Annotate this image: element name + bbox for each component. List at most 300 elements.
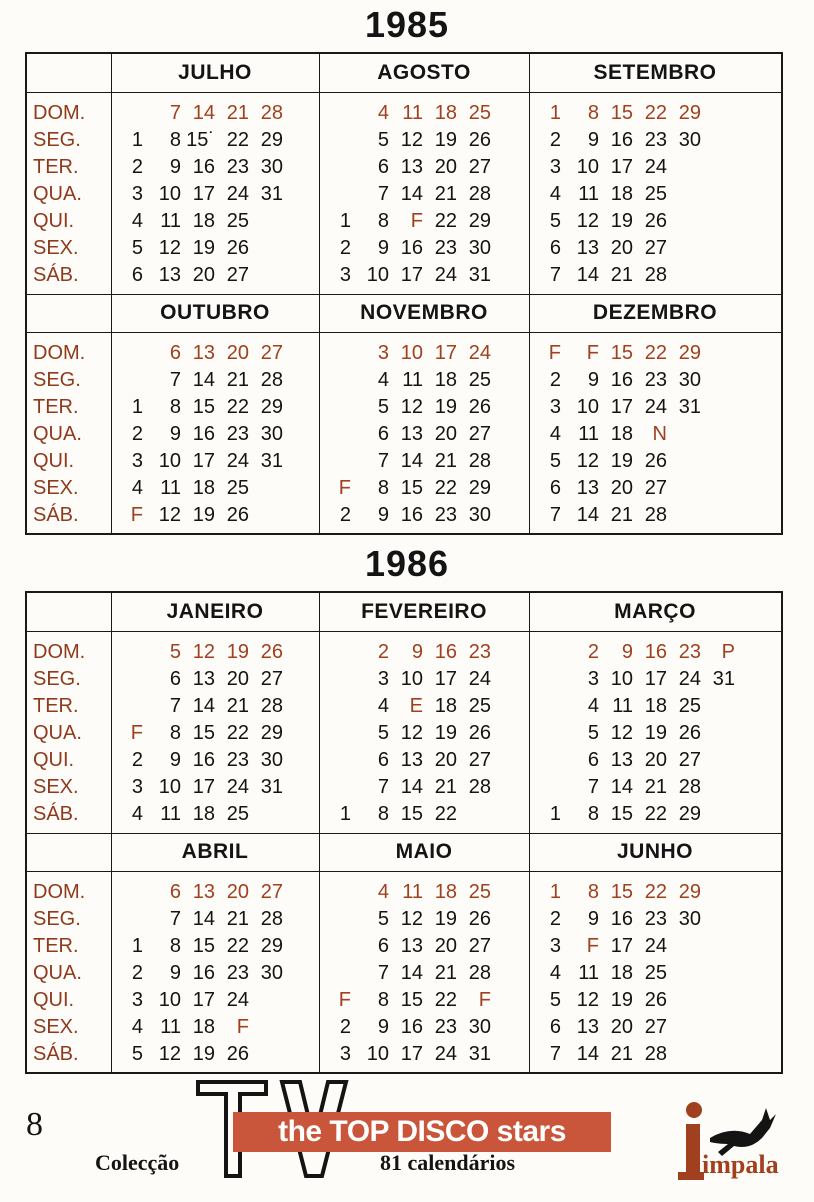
date-cell: 24 <box>226 776 249 798</box>
date-cell: 28 <box>644 504 667 526</box>
date-cell: 5 <box>169 641 181 663</box>
week-row <box>111 448 319 475</box>
date-cell: 10 <box>576 396 599 418</box>
weekday-label: DOM. <box>33 641 86 663</box>
weekday-label: TER. <box>33 935 79 957</box>
date-cell: 24 <box>468 342 491 364</box>
date-cell: 29 <box>260 396 283 418</box>
date-cell: 15˙ <box>186 129 215 151</box>
date-cell: 21 <box>434 776 457 798</box>
header-divider <box>27 631 781 632</box>
month-dates <box>319 340 529 529</box>
month-name: OUTUBRO <box>160 301 270 324</box>
date-cell: 20 <box>226 342 249 364</box>
date-cell: 20 <box>610 1016 633 1038</box>
week-row <box>529 127 781 154</box>
date-cell: 6 <box>131 264 143 286</box>
date-cell: 2 <box>377 641 389 663</box>
week-row <box>111 475 319 502</box>
date-cell: 31 <box>260 450 283 472</box>
date-cell: 13 <box>576 477 599 499</box>
date-cell: 20 <box>192 264 215 286</box>
weekday-label: SEX. <box>33 237 79 259</box>
date-cell: 12 <box>400 129 423 151</box>
date-cell: 12 <box>400 722 423 744</box>
weekday-label: QUA. <box>33 722 82 744</box>
date-cell: 18 <box>610 183 633 205</box>
date-cell: 3 <box>131 183 143 205</box>
date-cell: 23 <box>226 423 249 445</box>
date-cell: 28 <box>468 962 491 984</box>
year-1985-title: 1985 <box>364 4 450 45</box>
date-cell: 6 <box>169 668 181 690</box>
date-cell: 25 <box>644 962 667 984</box>
holiday-mark: F <box>586 342 599 364</box>
date-cell: 21 <box>226 102 249 124</box>
month-name: NOVEMBRO <box>360 301 488 324</box>
date-cell: 9 <box>587 129 599 151</box>
date-cell: 12 <box>158 504 181 526</box>
date-cell: 4 <box>131 1016 143 1038</box>
date-cell: 10 <box>158 776 181 798</box>
date-cell: 18 <box>434 695 457 717</box>
date-cell: 9 <box>377 504 389 526</box>
week-row <box>529 340 781 367</box>
week-row <box>529 502 781 529</box>
date-cell: 31 <box>712 668 735 690</box>
date-cell: 26 <box>226 237 249 259</box>
date-cell: 18 <box>610 962 633 984</box>
week-row <box>319 747 529 774</box>
date-cell: 11 <box>612 695 633 717</box>
weekday-label: SÁB. <box>33 264 79 286</box>
date-cell: 15 <box>610 102 633 124</box>
date-cell: 13 <box>158 264 181 286</box>
weekday-label: QUI. <box>33 749 75 771</box>
date-cell: 7 <box>169 695 181 717</box>
date-cell: 1 <box>131 396 143 418</box>
date-cell: 17 <box>192 776 215 798</box>
date-cell: 11 <box>160 477 181 499</box>
date-cell: 17 <box>434 342 457 364</box>
date-cell: 22 <box>644 881 667 903</box>
date-cell: 6 <box>377 156 389 178</box>
date-cell: 15 <box>192 722 215 744</box>
week-row <box>529 693 781 720</box>
date-cell: 20 <box>610 237 633 259</box>
date-cell: 17 <box>610 396 633 418</box>
week-row <box>111 747 319 774</box>
date-cell: 14 <box>400 962 423 984</box>
weekday-label: SEG. <box>33 668 81 690</box>
date-cell: 21 <box>610 504 633 526</box>
date-cell: 18 <box>434 369 457 391</box>
date-cell: 14 <box>576 504 599 526</box>
date-cell: 9 <box>377 1016 389 1038</box>
holiday-mark: F <box>586 935 599 957</box>
date-cell: 6 <box>549 237 561 259</box>
date-cell: 7 <box>169 908 181 930</box>
week-row <box>319 960 529 987</box>
week-row <box>111 421 319 448</box>
date-cell: 2 <box>549 129 561 151</box>
year-1986-block <box>25 591 783 1074</box>
collection-label: Colecção <box>95 1150 180 1175</box>
date-cell: 14 <box>576 264 599 286</box>
month-name: MARÇO <box>614 600 696 623</box>
week-row <box>529 801 781 828</box>
date-cell: 19 <box>192 1043 215 1065</box>
date-cell: 25 <box>226 803 249 825</box>
date-cell: 8 <box>169 396 181 418</box>
date-cell: 29 <box>468 477 491 499</box>
date-cell: 22 <box>226 129 249 151</box>
date-cell: 26 <box>468 396 491 418</box>
date-cell: 14 <box>610 776 633 798</box>
date-cell: 27 <box>468 935 491 957</box>
date-cell: 22 <box>434 989 457 1011</box>
week-row <box>111 639 319 666</box>
date-cell: 26 <box>468 129 491 151</box>
date-cell: 26 <box>226 1043 249 1065</box>
date-cell: 10 <box>576 156 599 178</box>
date-cell: 20 <box>226 668 249 690</box>
date-cell: 19 <box>192 237 215 259</box>
month-dates <box>529 639 781 828</box>
week-row <box>319 906 529 933</box>
date-cell: 16 <box>434 641 457 663</box>
date-cell: 11 <box>578 962 599 984</box>
date-cell: 4 <box>549 183 561 205</box>
date-cell: 10 <box>610 668 633 690</box>
date-cell: 27 <box>644 1016 667 1038</box>
date-cell: 6 <box>169 881 181 903</box>
date-cell: 23 <box>434 504 457 526</box>
week-row <box>529 720 781 747</box>
date-cell: 14 <box>400 183 423 205</box>
date-cell: 26 <box>468 908 491 930</box>
date-cell: 28 <box>644 264 667 286</box>
week-row <box>319 693 529 720</box>
date-cell: 12 <box>158 237 181 259</box>
date-cell: 9 <box>169 423 181 445</box>
date-cell: 15 <box>192 935 215 957</box>
date-cell: 17 <box>434 668 457 690</box>
date-cell: 17 <box>400 264 423 286</box>
date-cell: 31 <box>260 776 283 798</box>
date-cell: 11 <box>402 881 423 903</box>
date-cell: 18 <box>192 477 215 499</box>
date-cell: 24 <box>644 156 667 178</box>
date-cell: 3 <box>339 1043 351 1065</box>
date-cell: 3 <box>131 989 143 1011</box>
date-cell: 18 <box>610 423 633 445</box>
date-cell: 3 <box>549 396 561 418</box>
date-cell: 20 <box>644 749 667 771</box>
date-cell: 4 <box>377 695 389 717</box>
date-cell: 14 <box>192 369 215 391</box>
date-cell: 30 <box>468 504 491 526</box>
date-cell: 29 <box>468 210 491 232</box>
week-row <box>529 879 781 906</box>
date-cell: 23 <box>644 129 667 151</box>
holiday-mark: F <box>130 504 143 526</box>
week-row <box>319 502 529 529</box>
weekday-label: DOM. <box>33 881 86 903</box>
date-cell: 8 <box>169 935 181 957</box>
week-row <box>529 367 781 394</box>
date-cell: 14 <box>192 908 215 930</box>
date-cell: 28 <box>260 369 283 391</box>
date-cell: 10 <box>400 342 423 364</box>
date-cell: 1 <box>131 935 143 957</box>
date-cell: 10 <box>158 450 181 472</box>
week-row <box>319 100 529 127</box>
date-cell: 21 <box>610 264 633 286</box>
date-cell: 4 <box>131 477 143 499</box>
month-dates <box>319 639 529 828</box>
week-row <box>529 394 781 421</box>
date-cell: 6 <box>587 749 599 771</box>
weekday-label: TER. <box>33 396 79 418</box>
month-dates <box>529 100 781 289</box>
date-cell: 17 <box>610 935 633 957</box>
date-cell: 7 <box>549 504 561 526</box>
date-cell: 2 <box>131 749 143 771</box>
date-cell: 26 <box>678 722 701 744</box>
date-cell: 15 <box>610 803 633 825</box>
header-divider <box>27 332 781 333</box>
date-cell: 10 <box>400 668 423 690</box>
week-row <box>529 639 781 666</box>
date-cell: 8 <box>377 477 389 499</box>
weekday-label: SÁB. <box>33 504 79 526</box>
date-cell: 7 <box>549 264 561 286</box>
date-cell: 27 <box>468 749 491 771</box>
holiday-mark: E <box>409 695 423 717</box>
date-cell: 6 <box>377 935 389 957</box>
date-cell: 30 <box>678 129 701 151</box>
week-row <box>319 367 529 394</box>
week-row <box>111 208 319 235</box>
date-cell: 11 <box>578 183 599 205</box>
date-cell: 31 <box>468 1043 491 1065</box>
date-cell: 24 <box>226 450 249 472</box>
date-cell: 20 <box>434 749 457 771</box>
date-cell: 7 <box>587 776 599 798</box>
date-cell: 17 <box>192 183 215 205</box>
week-row <box>111 774 319 801</box>
date-cell: 22 <box>644 102 667 124</box>
weekday-label: SEG. <box>33 908 81 930</box>
weekday-label: SEG. <box>33 369 81 391</box>
date-cell: 15 <box>610 342 633 364</box>
week-row <box>111 340 319 367</box>
date-cell: 4 <box>549 962 561 984</box>
date-cell: 14 <box>192 695 215 717</box>
date-cell: 29 <box>678 102 701 124</box>
date-cell: 4 <box>549 423 561 445</box>
week-row <box>529 987 781 1014</box>
date-cell: 15 <box>400 803 423 825</box>
week-row <box>529 448 781 475</box>
date-cell: 8 <box>587 881 599 903</box>
week-row <box>319 1014 529 1041</box>
date-cell: 25 <box>226 477 249 499</box>
date-cell: 16 <box>400 504 423 526</box>
week-row <box>111 879 319 906</box>
date-cell: 7 <box>549 1043 561 1065</box>
week-row <box>529 208 781 235</box>
date-cell: 20 <box>434 156 457 178</box>
date-cell: 7 <box>377 450 389 472</box>
date-cell: 27 <box>468 423 491 445</box>
date-cell: 17 <box>644 668 667 690</box>
week-row <box>111 987 319 1014</box>
date-cell: 21 <box>434 450 457 472</box>
week-row <box>111 127 319 154</box>
date-cell: 13 <box>576 237 599 259</box>
date-cell: 31 <box>468 264 491 286</box>
weekday-labels <box>33 340 113 529</box>
date-cell: 4 <box>377 369 389 391</box>
date-cell: 12 <box>400 908 423 930</box>
date-cell: 5 <box>377 722 389 744</box>
date-cell: 25 <box>468 369 491 391</box>
date-cell: 24 <box>434 264 457 286</box>
date-cell: 22 <box>226 396 249 418</box>
date-cell: 28 <box>468 450 491 472</box>
week-row <box>529 421 781 448</box>
date-cell: 22 <box>434 803 457 825</box>
week-row <box>111 1041 319 1068</box>
date-cell: 4 <box>377 102 389 124</box>
date-cell: 12 <box>400 396 423 418</box>
date-cell: 11 <box>160 210 181 232</box>
date-cell: 9 <box>621 641 633 663</box>
date-cell: 12 <box>192 641 215 663</box>
date-cell: 24 <box>678 668 701 690</box>
weekday-label: QUA. <box>33 183 82 205</box>
date-cell: 20 <box>610 477 633 499</box>
week-row <box>319 235 529 262</box>
week-row <box>111 666 319 693</box>
date-cell: 5 <box>549 210 561 232</box>
date-cell: 14 <box>400 776 423 798</box>
weekday-label: TER. <box>33 156 79 178</box>
weekday-label: QUA. <box>33 423 82 445</box>
date-cell: 10 <box>158 989 181 1011</box>
date-cell: 19 <box>434 908 457 930</box>
date-cell: 30 <box>678 908 701 930</box>
date-cell: 7 <box>377 183 389 205</box>
week-row <box>319 801 529 828</box>
date-cell: 9 <box>169 156 181 178</box>
holiday-mark: F <box>338 477 351 499</box>
date-cell: 27 <box>644 237 667 259</box>
month-name: JULHO <box>178 61 252 84</box>
date-cell: 9 <box>169 749 181 771</box>
date-cell: 8 <box>169 722 181 744</box>
date-cell: 22 <box>226 722 249 744</box>
date-cell: 23 <box>644 369 667 391</box>
date-cell: 3 <box>377 342 389 364</box>
date-cell: 27 <box>226 264 249 286</box>
date-cell: 2 <box>131 156 143 178</box>
date-cell: 15 <box>192 396 215 418</box>
week-row <box>529 774 781 801</box>
week-row <box>319 394 529 421</box>
date-cell: 30 <box>260 749 283 771</box>
date-cell: 7 <box>169 369 181 391</box>
week-row <box>111 154 319 181</box>
date-cell: 17 <box>610 156 633 178</box>
date-cell: 13 <box>400 935 423 957</box>
date-cell: 27 <box>260 668 283 690</box>
date-cell: 4 <box>377 881 389 903</box>
date-cell: 20 <box>434 423 457 445</box>
date-cell: 12 <box>576 989 599 1011</box>
date-cell: 21 <box>644 776 667 798</box>
date-cell: 19 <box>644 722 667 744</box>
page-number: 8 <box>26 1106 43 1143</box>
date-cell: 7 <box>169 102 181 124</box>
brand-banner: the TOP DISCO stars <box>233 1112 611 1152</box>
date-cell: 13 <box>400 423 423 445</box>
date-cell: 30 <box>468 237 491 259</box>
date-cell: 18 <box>192 803 215 825</box>
date-cell: 19 <box>226 641 249 663</box>
date-cell: 21 <box>226 908 249 930</box>
date-cell: 25 <box>678 695 701 717</box>
holiday-mark: F <box>548 342 561 364</box>
date-cell: 1 <box>339 803 351 825</box>
date-cell: 10 <box>366 264 389 286</box>
weekday-label: DOM. <box>33 102 86 124</box>
week-row <box>319 181 529 208</box>
week-row <box>529 933 781 960</box>
date-cell: 21 <box>610 1043 633 1065</box>
date-cell: 14 <box>192 102 215 124</box>
date-cell: 29 <box>260 129 283 151</box>
month-name: JUNHO <box>616 840 693 863</box>
date-cell: 23 <box>226 156 249 178</box>
date-cell: 3 <box>131 450 143 472</box>
date-cell: 5 <box>131 237 143 259</box>
date-cell: 22 <box>644 342 667 364</box>
date-cell: 18 <box>434 881 457 903</box>
date-cell: 17 <box>192 450 215 472</box>
date-cell: 10 <box>158 183 181 205</box>
date-cell: 3 <box>339 264 351 286</box>
date-cell: 4 <box>131 210 143 232</box>
date-cell: 4 <box>131 803 143 825</box>
date-cell: 28 <box>468 183 491 205</box>
date-cell: 26 <box>644 989 667 1011</box>
date-cell: 16 <box>192 749 215 771</box>
date-cell: 21 <box>434 183 457 205</box>
date-cell: 8 <box>587 102 599 124</box>
week-row <box>529 181 781 208</box>
weekday-label: SÁB. <box>33 1043 79 1065</box>
month-name: ABRIL <box>181 840 249 863</box>
date-cell: 2 <box>339 237 351 259</box>
date-cell: 30 <box>260 423 283 445</box>
date-cell: 8 <box>169 129 181 151</box>
date-cell: 29 <box>678 342 701 364</box>
date-cell: 8 <box>587 803 599 825</box>
date-cell: 6 <box>169 342 181 364</box>
